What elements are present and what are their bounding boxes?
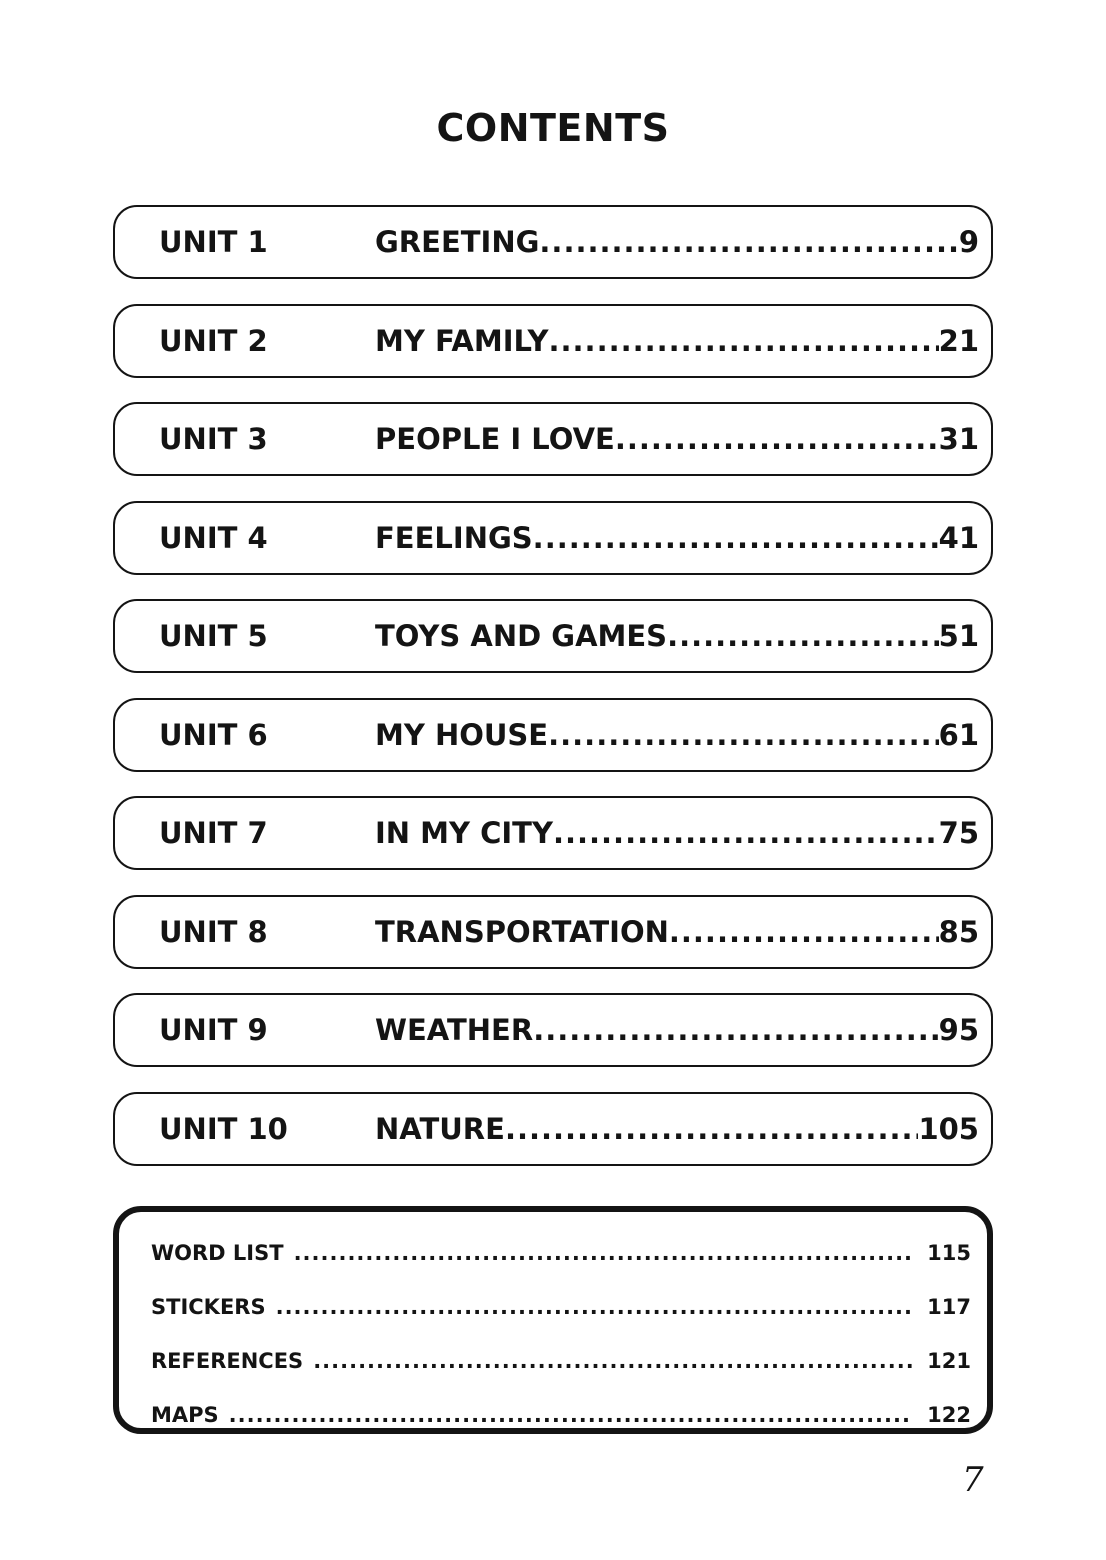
appendix-page-number: 115 bbox=[927, 1241, 971, 1265]
unit-label: UNIT 10 bbox=[159, 1111, 288, 1146]
appendix-label: REFERENCES bbox=[151, 1349, 304, 1373]
page-title: CONTENTS bbox=[436, 106, 670, 150]
unit-row-8[interactable] bbox=[113, 895, 993, 969]
dot-leader bbox=[669, 915, 939, 949]
dot-leader bbox=[539, 225, 958, 259]
unit-title: IN MY CITY bbox=[375, 816, 553, 850]
unit-page-number: 85 bbox=[938, 914, 979, 949]
unit-page-number: 75 bbox=[938, 816, 979, 850]
dot-leader bbox=[615, 422, 939, 456]
unit-page-number: 105 bbox=[918, 1111, 979, 1146]
unit-label: UNIT 8 bbox=[159, 914, 268, 949]
unit-page-number: 51 bbox=[938, 619, 979, 653]
units-list bbox=[113, 205, 993, 1190]
unit-page-number: 41 bbox=[938, 520, 979, 555]
appendix-box bbox=[113, 1206, 993, 1434]
unit-page-number: 9 bbox=[958, 225, 979, 259]
unit-row-5[interactable] bbox=[113, 599, 993, 673]
dot-leader bbox=[553, 816, 939, 850]
unit-row-6[interactable] bbox=[113, 698, 993, 772]
dot-leader bbox=[229, 1403, 913, 1427]
unit-label: UNIT 4 bbox=[159, 520, 268, 555]
unit-row-2[interactable] bbox=[113, 304, 993, 378]
unit-row-7[interactable] bbox=[113, 796, 993, 870]
dot-leader bbox=[548, 718, 939, 752]
unit-title: GREETING bbox=[375, 225, 540, 259]
appendix-row-word-list[interactable] bbox=[151, 1226, 971, 1280]
unit-title: TOYS AND GAMES bbox=[375, 619, 668, 653]
unit-row-3[interactable] bbox=[113, 402, 993, 476]
unit-title: NATURE bbox=[375, 1111, 505, 1146]
unit-page-number: 61 bbox=[938, 717, 979, 752]
dot-leader bbox=[294, 1241, 914, 1265]
unit-title: WEATHER bbox=[375, 1013, 534, 1047]
unit-title: MY HOUSE bbox=[375, 717, 549, 752]
dot-leader bbox=[533, 1013, 938, 1047]
unit-title: MY FAMILY bbox=[375, 323, 549, 358]
unit-page-number: 95 bbox=[938, 1013, 979, 1047]
appendix-row-stickers[interactable] bbox=[151, 1280, 971, 1334]
dot-leader bbox=[667, 619, 939, 653]
appendix-row-references[interactable] bbox=[151, 1334, 971, 1388]
unit-label: UNIT 9 bbox=[159, 1013, 268, 1047]
unit-title: FEELINGS bbox=[375, 520, 533, 555]
appendix-label: WORD LIST bbox=[151, 1241, 284, 1265]
dot-leader bbox=[533, 521, 939, 555]
unit-label: UNIT 5 bbox=[159, 619, 268, 653]
unit-label: UNIT 3 bbox=[159, 422, 268, 456]
appendix-page-number: 121 bbox=[927, 1349, 971, 1373]
unit-page-number: 31 bbox=[938, 422, 979, 456]
appendix-page-number: 122 bbox=[927, 1403, 971, 1427]
unit-label: UNIT 6 bbox=[159, 717, 268, 752]
unit-row-10[interactable] bbox=[113, 1092, 993, 1166]
unit-label: UNIT 2 bbox=[159, 323, 268, 358]
appendix-label: STICKERS bbox=[151, 1295, 266, 1319]
dot-leader bbox=[505, 1112, 919, 1146]
unit-title: TRANSPORTATION bbox=[375, 914, 669, 949]
dot-leader bbox=[549, 324, 939, 358]
unit-page-number: 21 bbox=[938, 323, 979, 358]
appendix-label: MAPS bbox=[151, 1403, 219, 1427]
unit-label: UNIT 7 bbox=[159, 816, 268, 850]
dot-leader bbox=[313, 1349, 913, 1373]
appendix-row-maps[interactable] bbox=[151, 1388, 971, 1442]
unit-row-4[interactable] bbox=[113, 501, 993, 575]
dot-leader bbox=[276, 1295, 914, 1319]
appendix-page-number: 117 bbox=[927, 1295, 971, 1319]
unit-row-9[interactable] bbox=[113, 993, 993, 1067]
unit-label: UNIT 1 bbox=[159, 225, 268, 259]
unit-row-1[interactable] bbox=[113, 205, 993, 279]
page-number: 7 bbox=[962, 1460, 984, 1500]
unit-title: PEOPLE I LOVE bbox=[375, 422, 615, 456]
